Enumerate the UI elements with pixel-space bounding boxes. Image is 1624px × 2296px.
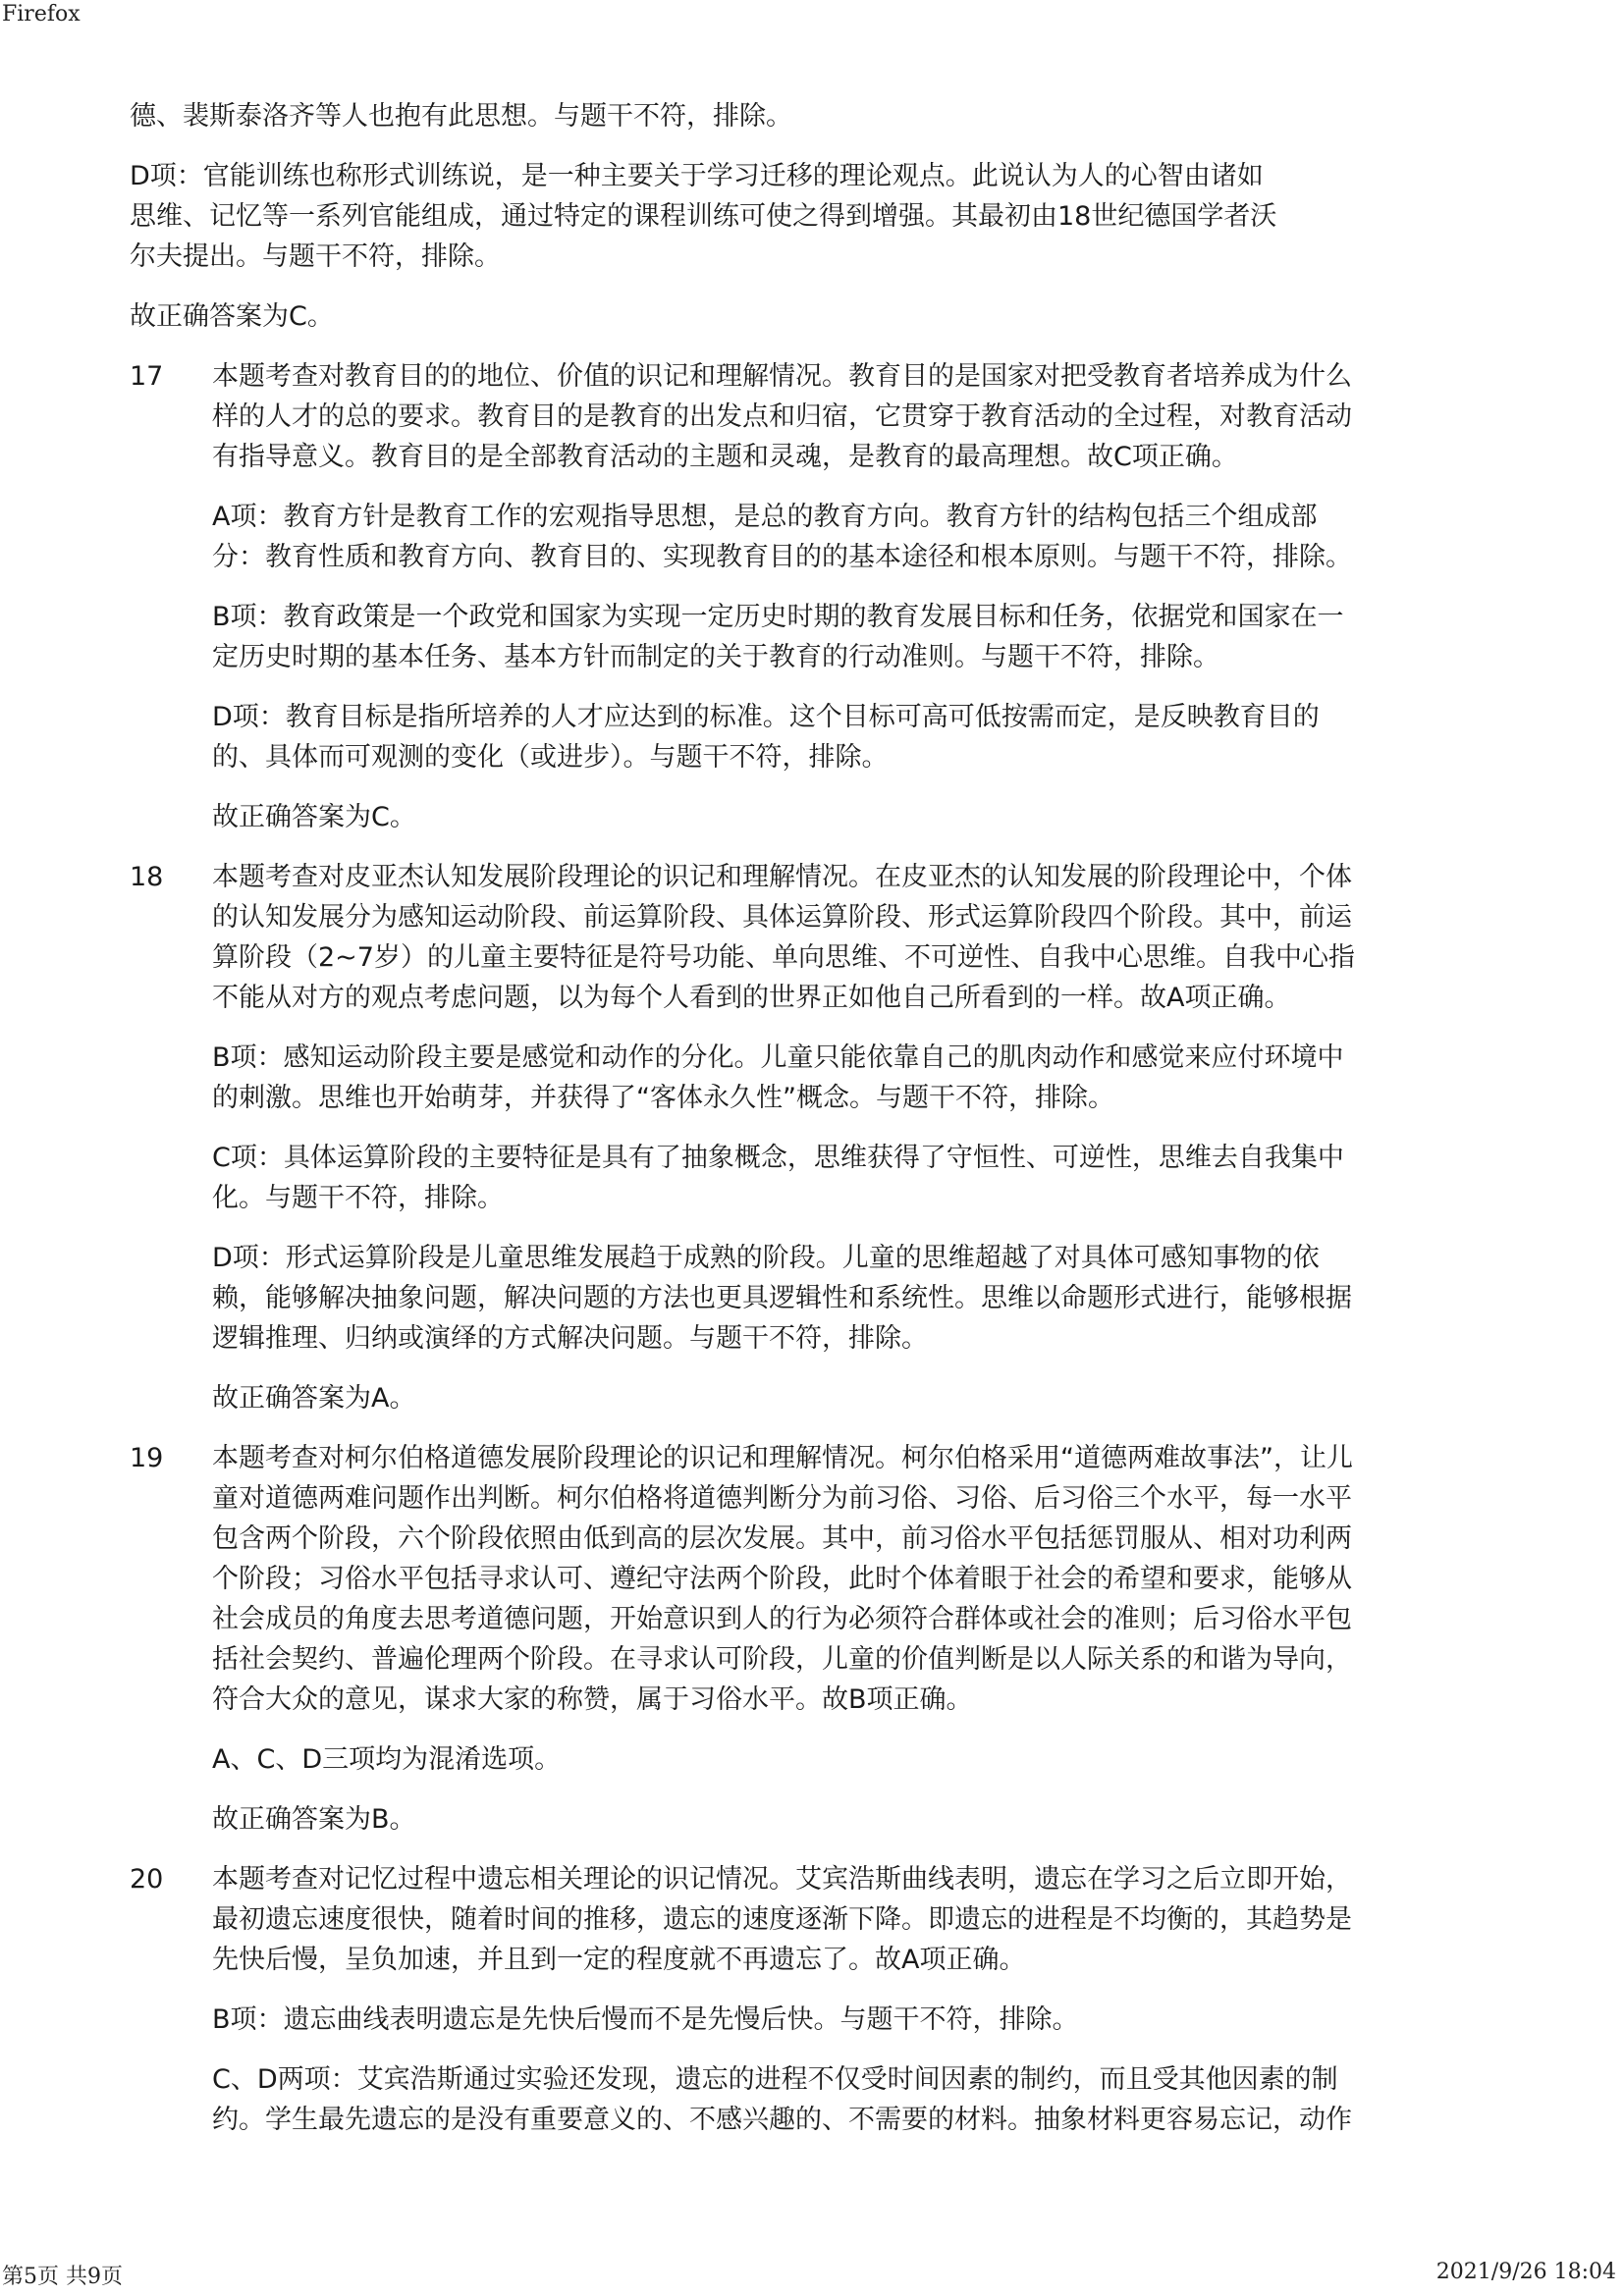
- question-19: [130, 1438, 1465, 1840]
- intro-paragraph: D项：官能训练也称形式训练说，是一种主要关于学习迁移的理论观点。此说认为人的心智由诸如 思维、记忆等一系列官能组成，通过特定的课程训练可使之得到增强。其最初由18世纪德国学者沃 尔夫提出。与题干不符，排除。: [130, 161, 1277, 272]
- question-answer: 故正确答案为B。: [212, 1804, 416, 1835]
- question-paragraph: A、C、D三项均为混淆选项。: [212, 1744, 562, 1775]
- question-paragraph: C、D两项：艾宾浩斯通过实验还发现，遗忘的进程不仅受时间因素的制约，而且受其他因素的制 约。学生最先遗忘的是没有重要意义的、不感兴趣的、不需要的材料。抽象材料更容易忘记，动作: [212, 2064, 1352, 2135]
- intro-answer: 故正确答案为C。: [130, 301, 334, 332]
- question-answer: 故正确答案为A。: [212, 1383, 416, 1414]
- question-20: [130, 1859, 1465, 2140]
- question-paragraph: 本题考查对记忆过程中遗忘相关理论的识记情况。艾宾浩斯曲线表明，遗忘在学习之后立即开始， 最初遗忘速度很快，随着时间的推移，遗忘的速度逐渐下降。即遗忘的进程是不均衡的，其趋势是 先快后慢，呈负加速，并且到一定的程度就不再遗忘了。故A项正确。: [212, 1864, 1352, 1975]
- document-body: [130, 96, 1465, 2160]
- intro-paragraph: 德、裴斯泰洛齐等人也抱有此思想。与题干不符，排除。: [130, 101, 792, 132]
- page-info: 第5页 共9页: [2, 2265, 123, 2289]
- question-paragraph: B项：教育政策是一个政党和国家为实现一定历史时期的教育发展目标和任务，依据党和国家在一 定历史时期的基本任务、基本方针而制定的关于教育的行动准则。与题干不符，排除。: [212, 602, 1344, 672]
- question-paragraph: A项：教育方针是教育工作的宏观指导思想，是总的教育方向。教育方针的结构包括三个组成部 分：教育性质和教育方向、教育目的、实现教育目的的基本途径和根本原则。与题干不符，排除。: [212, 502, 1352, 572]
- browser-title: Firefox: [2, 2, 81, 27]
- question-paragraph: 本题考查对柯尔伯格道德发展阶段理论的识记和理解情况。柯尔伯格采用“道德两难故事法”，让儿 童对道德两难问题作出判断。柯尔伯格将道德判断分为前习俗、习俗、后习俗三个水平，每一水平 包含两个阶段，六个阶段依照由低到高的层次发展。其中，前习俗水平包括惩罚服从、相对功利两 个阶段；习俗水平包括寻求认可、遵纪守法两个阶段，此时个体着眼于社会的希望和要求，能够从 社会成员的角度去思考道德问题，开始意识到人的行为必须符合群体或社会的准则；后习俗水平包 括社会契约、普遍伦理两个阶段。在寻求认可阶段，儿童的价值判断是以人际关系的和谐为导向， 符合大众的意见，谋求大家的称赞，属于习俗水平。故B项正确。: [212, 1443, 1353, 1715]
- question-17: [130, 356, 1465, 837]
- question-paragraph: 本题考查对皮亚杰认知发展阶段理论的识记和理解情况。在皮亚杰的认知发展的阶段理论中，个体 的认知发展分为感知运动阶段、前运算阶段、具体运算阶段、形式运算阶段四个阶段。其中，前运 算阶段（2~7岁）的儿童主要特征是符号功能、单向思维、不可逆性、自我中心思维。自我中心指 不能从对方的观点考虑问题，以为每个人看到的世界正如他自己所看到的一样。故A项正确。: [212, 862, 1355, 1013]
- question-paragraph: D项：形式运算阶段是儿童思维发展趋于成熟的阶段。儿童的思维超越了对具体可感知事物的依 赖，能够解决抽象问题，解决问题的方法也更具逻辑性和系统性。思维以命题形式进行，能够根据 逻辑推理、归纳或演绎的方式解决问题。与题干不符，排除。: [212, 1243, 1352, 1354]
- question-paragraph: D项：教育目标是指所培养的人才应达到的标准。这个目标可高可低按需而定，是反映教育目的 的、具体而可观测的变化（或进步）。与题干不符，排除。: [212, 702, 1320, 773]
- question-number: 20: [130, 1864, 164, 1895]
- question-18: [130, 857, 1465, 1418]
- question-paragraph: 本题考查对教育目的的地位、价值的识记和理解情况。教育目的是国家对把受教育者培养成为什么 样的人才的总的要求。教育目的是教育的出发点和归宿，它贯穿于教育活动的全过程，对教育活动 有指导意义。教育目的是全部教育活动的主题和灵魂，是教育的最高理想。故C项正确。: [212, 361, 1352, 472]
- question-paragraph: B项：遗忘曲线表明遗忘是先快后慢而不是先慢后快。与题干不符，排除。: [212, 2004, 1079, 2035]
- question-number: 18: [130, 862, 164, 892]
- question-paragraph: C项：具体运算阶段的主要特征是具有了抽象概念，思维获得了守恒性、可逆性，思维去自我集中 化。与题干不符，排除。: [212, 1143, 1344, 1213]
- question-number: 17: [130, 361, 164, 392]
- question-answer: 故正确答案为C。: [212, 802, 416, 832]
- print-datetime: 2021/9/26 18:04: [1435, 2260, 1616, 2284]
- intro-section: [130, 96, 1465, 337]
- question-number: 19: [130, 1443, 164, 1473]
- question-paragraph: B项：感知运动阶段主要是感觉和动作的分化。儿童只能依靠自己的肌肉动作和感觉来应付环境中 的刺激。思维也开始萌芽，并获得了“客体永久性”概念。与题干不符，排除。: [212, 1042, 1344, 1113]
